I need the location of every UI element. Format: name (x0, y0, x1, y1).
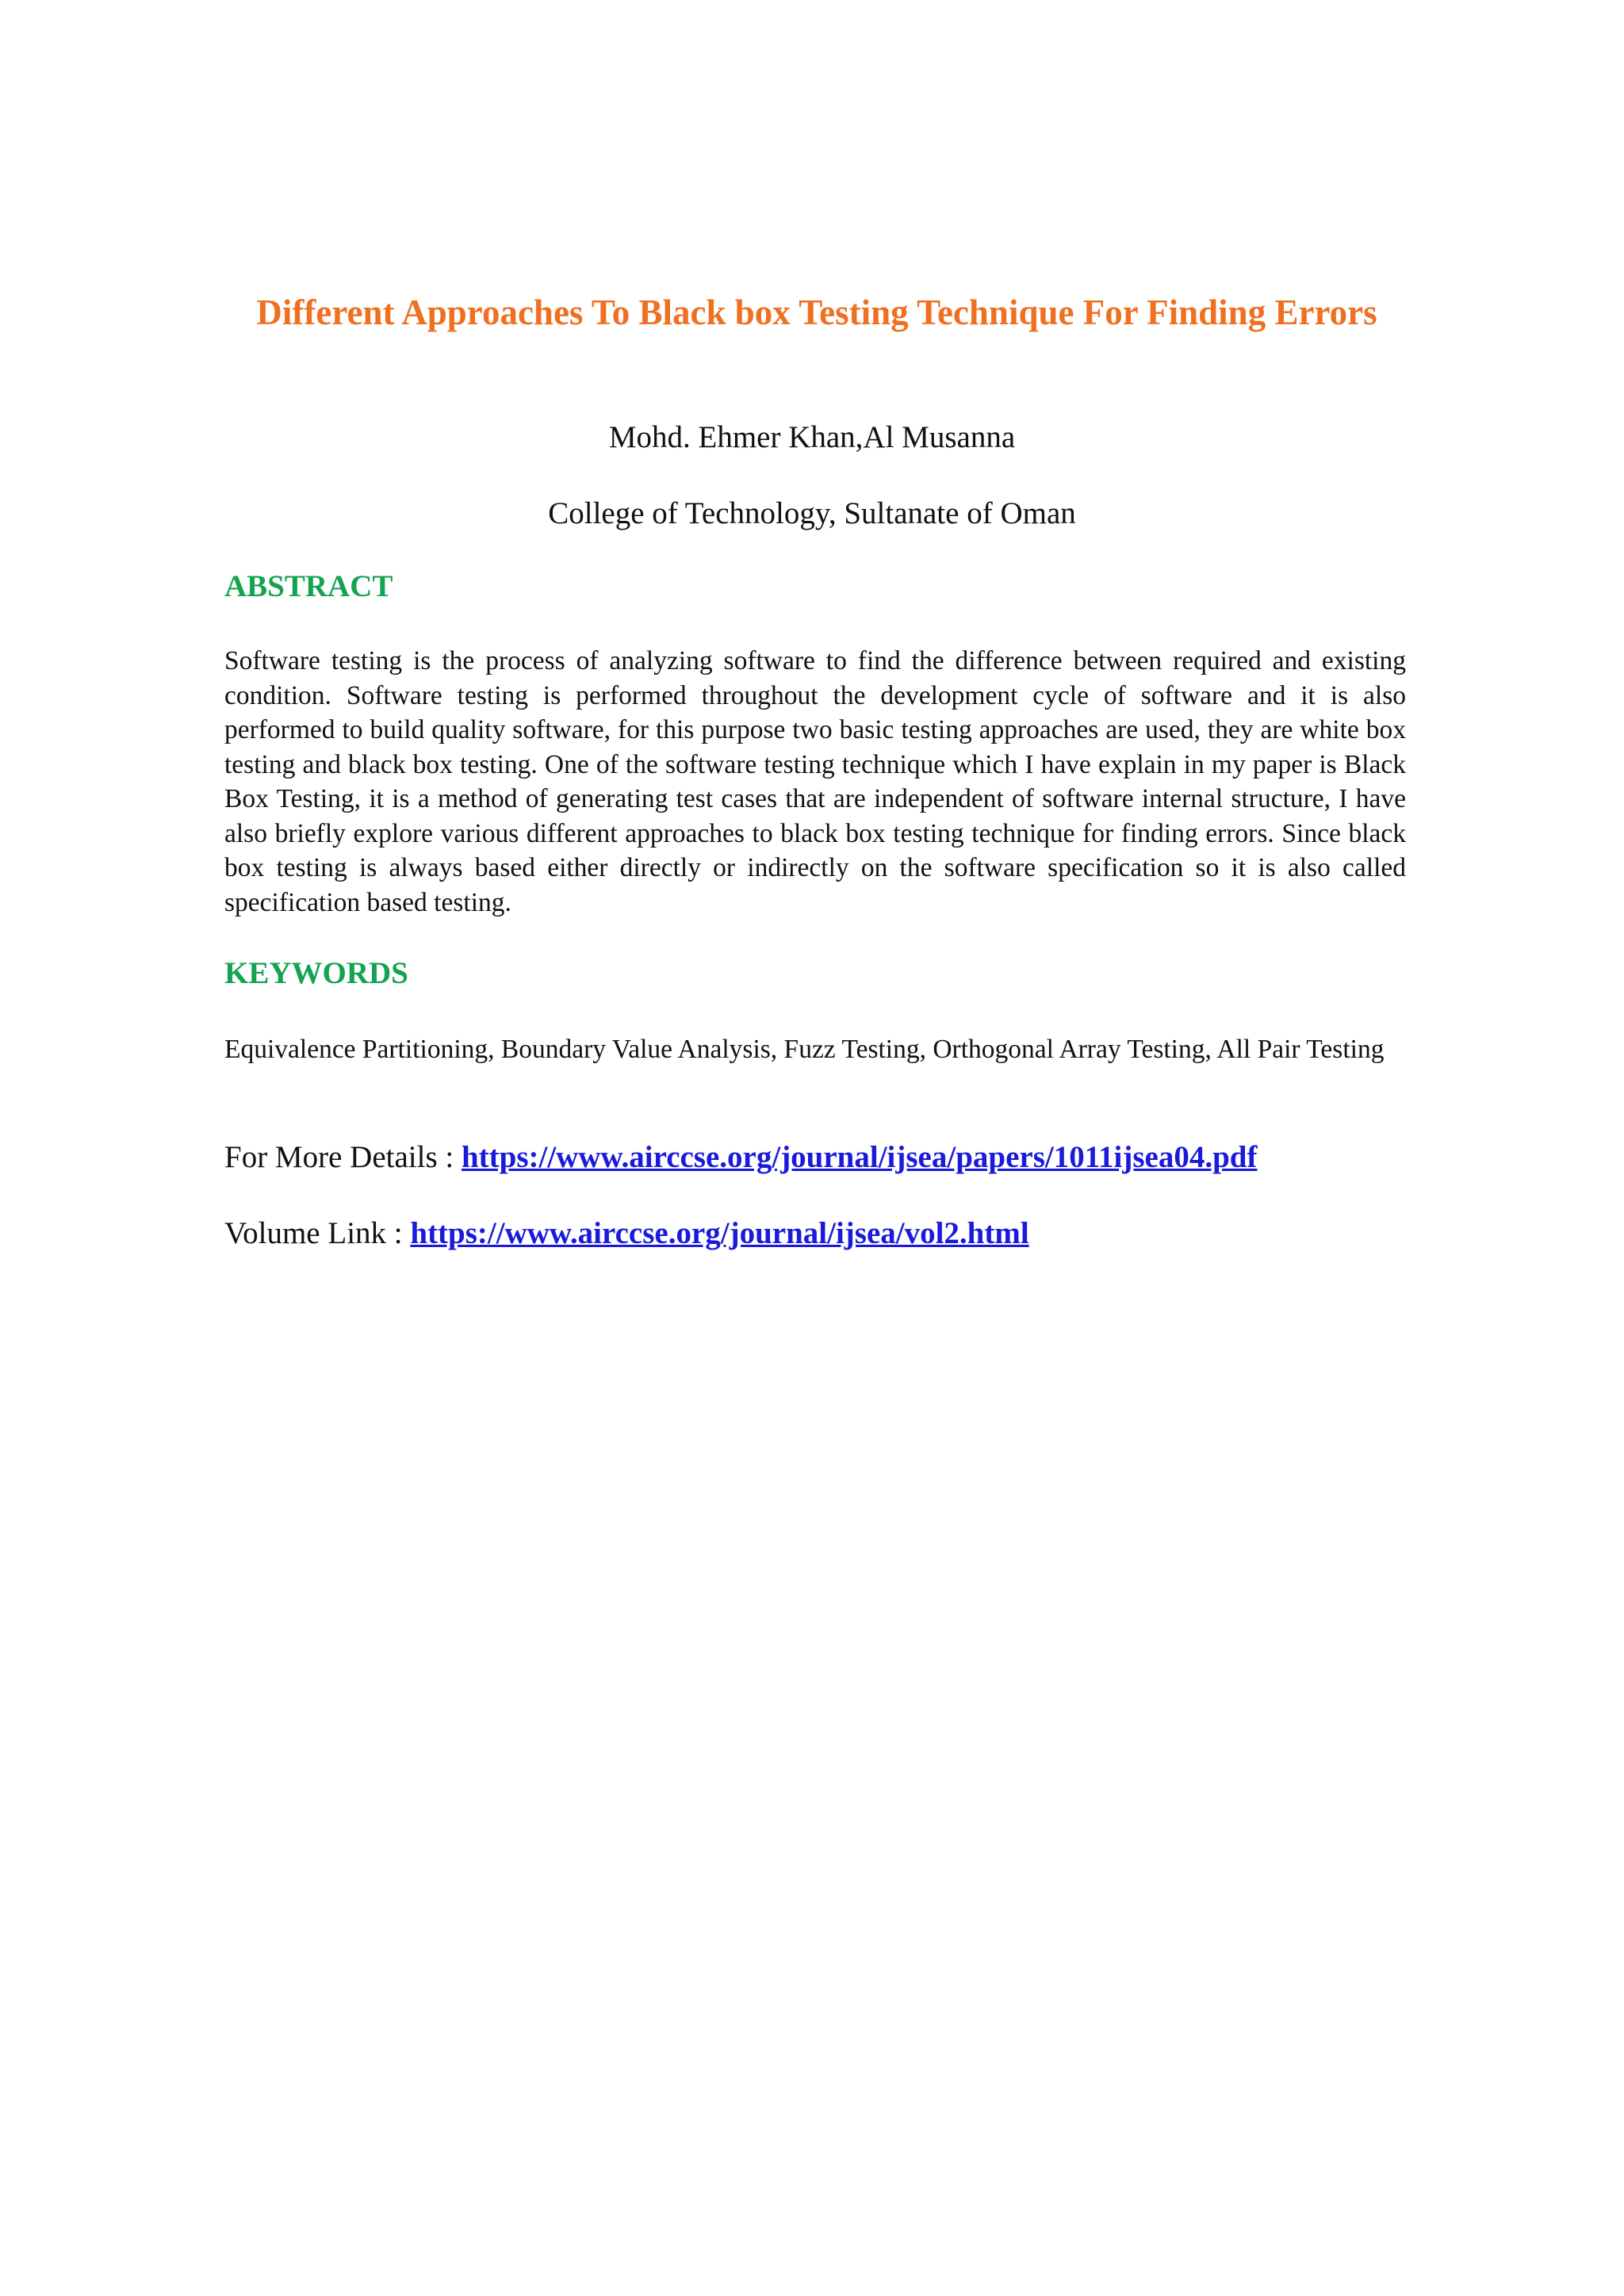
more-details-label: For More Details : (224, 1140, 462, 1174)
author-name: Mohd. Ehmer Khan,Al Musanna (608, 420, 1016, 454)
keywords-heading: KEYWORDS (224, 956, 408, 990)
volume-link[interactable]: https://www.airccse.org/journal/ijsea/vol2.html (410, 1216, 1029, 1250)
paper-title: Different Approaches To Black box Testing Technique For Finding Errors (256, 293, 1377, 332)
volume-link-line (224, 1215, 1029, 1253)
author-affiliation: College of Technology, Sultanate of Oman (548, 496, 1076, 530)
abstract-text: Software testing is the process of analyzing software to find the difference between required and existing condition. Software testing is performed throughout the development cycle of software and it is also performed to build quality software, for this purpose two basic testing approaches are used, they are white box testing and black box testing. One of the software testing technique which I have explain in my paper is Black Box Testing, it is a method of generating test cases that are independent of software internal structure, I have also briefly explore various different approaches to black box testing technique for finding errors. Since black box testing is always based either directly or indirectly on the software specification so it is also called specification based testing. (224, 646, 1406, 917)
volume-link-label: Volume Link : (224, 1216, 411, 1250)
keywords-text: Equivalence Partitioning, Boundary Value Analysis, Fuzz Testing, Orthogonal Array Testing, All Pair Testing (224, 1035, 1385, 1064)
paper-pdf-link[interactable]: https://www.airccse.org/journal/ijsea/papers/1011ijsea04.pdf (461, 1140, 1258, 1174)
more-details-line (224, 1138, 1257, 1177)
abstract-heading: ABSTRACT (224, 569, 393, 603)
